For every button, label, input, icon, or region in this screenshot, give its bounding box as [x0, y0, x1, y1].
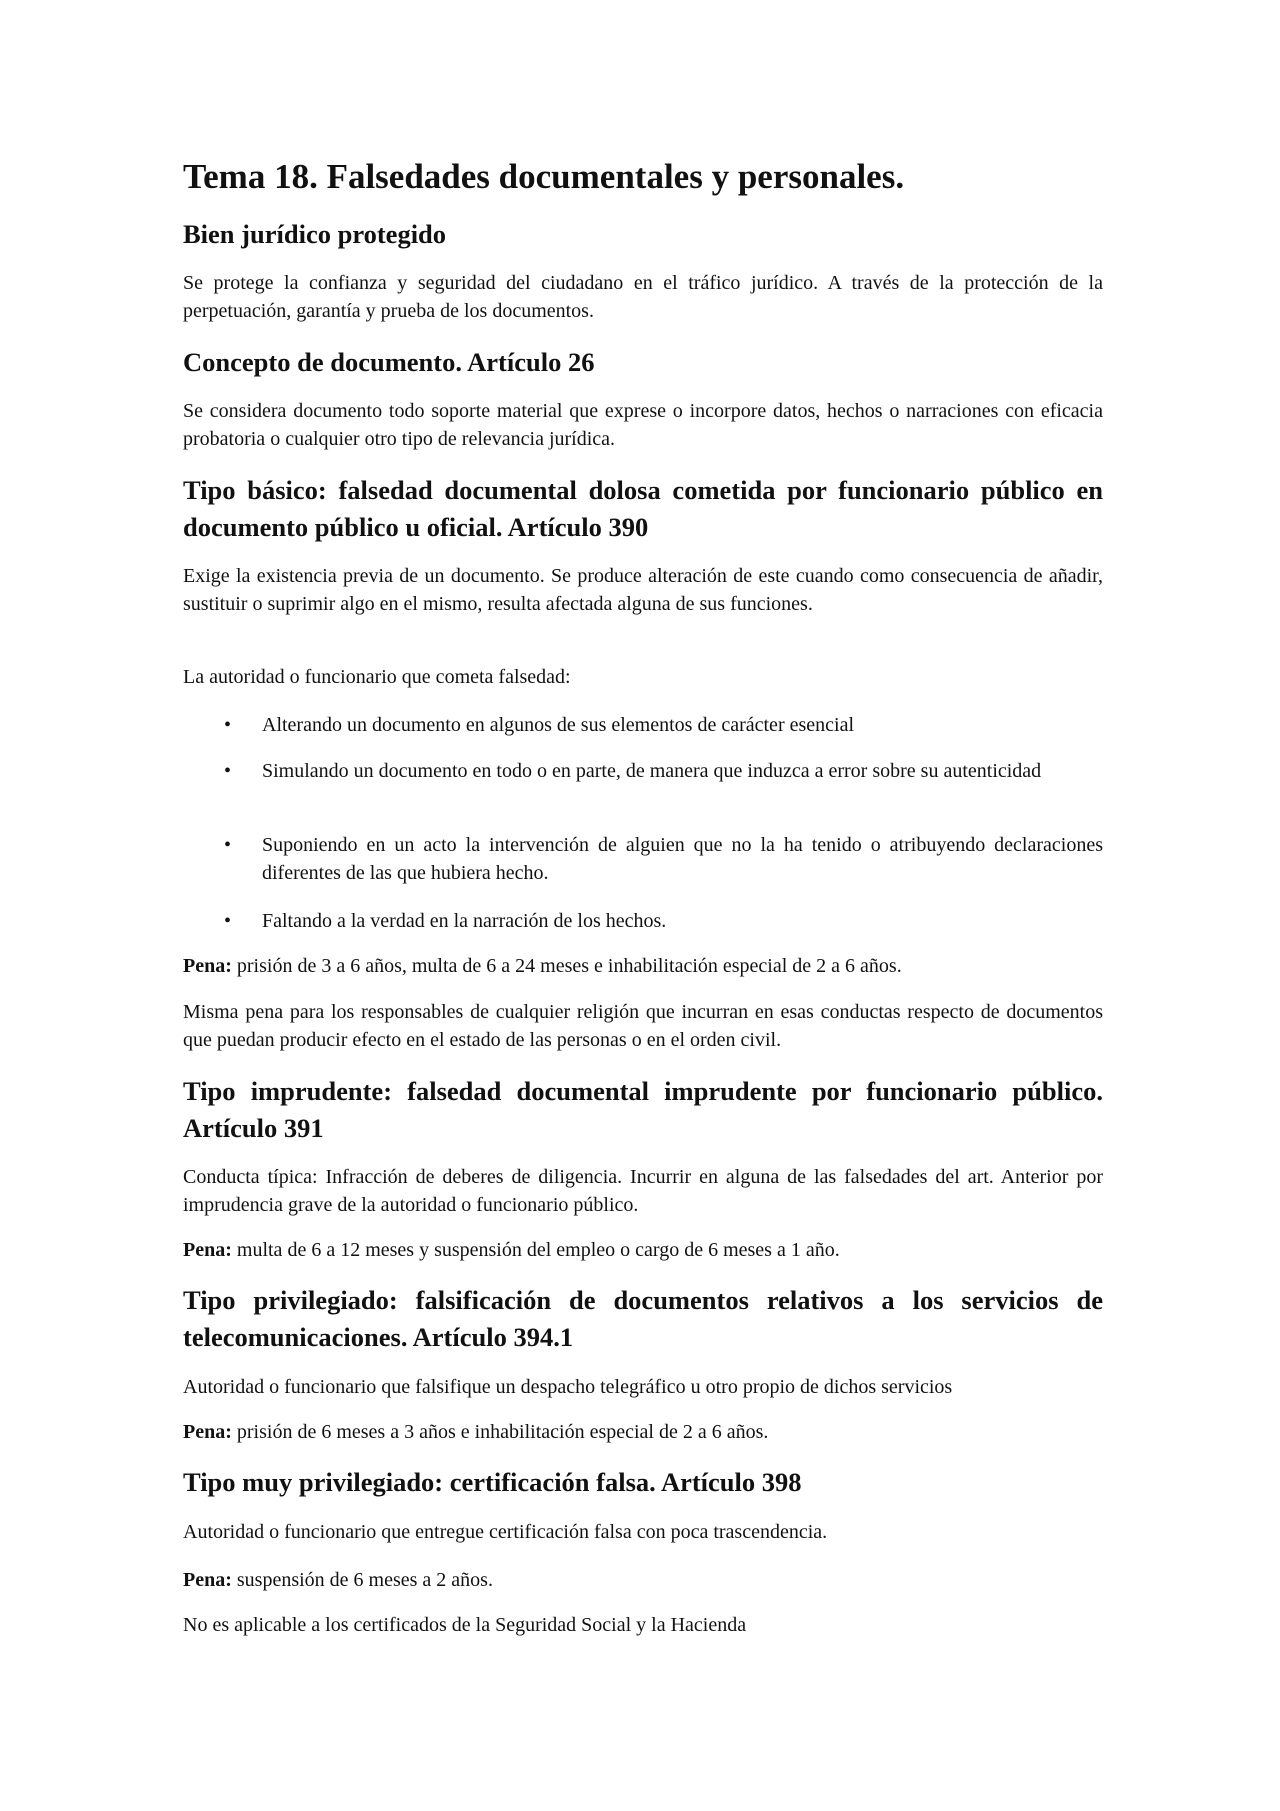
list-item: Simulando un documento en todo o en parte, de manera que induzca a error sobre su autenticidad: [262, 760, 1042, 782]
pena-label: Pena:: [183, 1239, 232, 1261]
heading-bien-juridico: Bien jurídico protegido: [183, 219, 447, 249]
pena-label: Pena:: [183, 1569, 232, 1591]
heading-tipo-imprudente: Tipo imprudente: falsedad documental imprudente por funcionario público. Artículo 391: [183, 1076, 1103, 1143]
heading-concepto: Concepto de documento. Artículo 26: [183, 347, 595, 377]
list-item: Alterando un documento en algunos de sus elementos de carácter esencial: [262, 714, 855, 736]
bullet-icon: •: [224, 714, 232, 736]
bullet-icon: •: [224, 910, 232, 932]
paragraph: Exige la existencia previa de un documento. Se produce alteración de este cuando como consecuencia de añadir, sustituir o suprimir algo en el mismo, resulta afectada alguna de sus funciones.: [183, 565, 1103, 615]
list-item: Faltando a la verdad en la narración de los hechos.: [262, 910, 667, 932]
pena-line: [183, 952, 1103, 980]
pena-line: [183, 1418, 1103, 1446]
paragraph: Se considera documento todo soporte material que exprese o incorpore datos, hechos o narraciones con eficacia probatoria o cualquier otro tipo de relevancia jurídica.: [183, 400, 1103, 450]
pena-line: [183, 1236, 1103, 1264]
list-item: Suponiendo en un acto la intervención de alguien que no la ha tenido o atribuyendo declaraciones diferentes de las que hubiera hecho.: [262, 834, 1103, 884]
pena-label: Pena:: [183, 955, 232, 977]
pena-text: prisión de 3 a 6 años, multa de 6 a 24 meses e inhabilitación especial de 2 a 6 años.: [231, 955, 902, 977]
pena-line: [183, 1566, 1103, 1594]
heading-tipo-privilegiado: Tipo privilegiado: falsificación de documentos relativos a los servicios de telecomunicaciones. Artículo 394.1: [183, 1285, 1103, 1352]
page-title: Tema 18. Falsedades documentales y personales.: [183, 157, 905, 196]
paragraph: Misma pena para los responsables de cualquier religión que incurran en esas conductas respecto de documentos que puedan producir efecto en el estado de las personas o en el orden civil.: [183, 1001, 1103, 1051]
heading-tipo-muy-privilegiado: Tipo muy privilegiado: certificación falsa. Artículo 398: [183, 1467, 802, 1497]
pena-text: multa de 6 a 12 meses y suspensión del empleo o cargo de 6 meses a 1 año.: [231, 1239, 840, 1261]
paragraph: Conducta típica: Infracción de deberes de diligencia. Incurrir en alguna de las falsedades del art. Anterior por imprudencia grave de la autoridad o funcionario público.: [183, 1166, 1103, 1216]
bullet-icon: •: [224, 760, 232, 782]
pena-text: suspensión de 6 meses a 2 años.: [231, 1569, 493, 1591]
pena-label: Pena:: [183, 1421, 232, 1443]
heading-tipo-basico: Tipo básico: falsedad documental dolosa cometida por funcionario público en documento público u oficial. Artículo 390: [183, 475, 1103, 542]
paragraph: La autoridad o funcionario que cometa falsedad:: [183, 666, 571, 688]
paragraph: Se protege la confianza y seguridad del ciudadano en el tráfico jurídico. A través de la protección de la perpetuación, garantía y prueba de los documentos.: [183, 272, 1103, 322]
paragraph: Autoridad o funcionario que falsifique un despacho telegráfico u otro propio de dichos servicios: [183, 1376, 953, 1398]
pena-text: prisión de 6 meses a 3 años e inhabilitación especial de 2 a 6 años.: [231, 1421, 769, 1443]
paragraph: No es aplicable a los certificados de la Seguridad Social y la Hacienda: [183, 1614, 747, 1636]
paragraph: Autoridad o funcionario que entregue certificación falsa con poca trascendencia.: [183, 1521, 828, 1543]
bullet-icon: •: [224, 834, 232, 856]
